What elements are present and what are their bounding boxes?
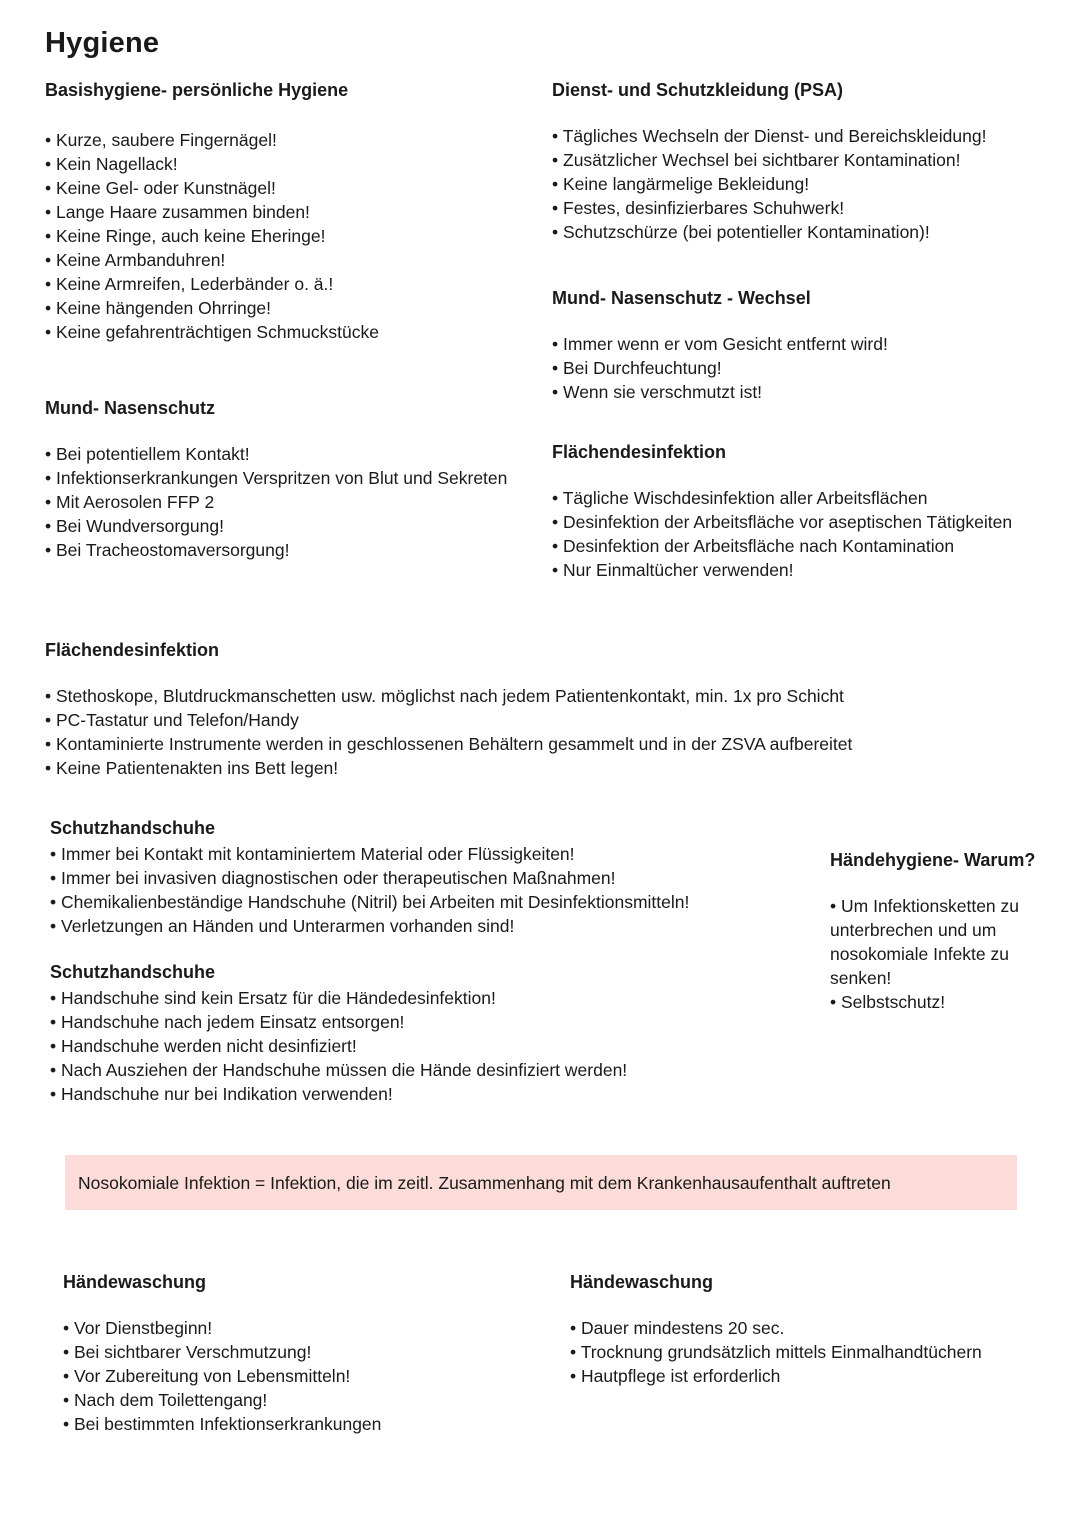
page-title: Hygiene: [45, 27, 160, 60]
section-heading: Schutzhandschuhe: [50, 818, 216, 838]
bullet-item: • Wenn sie verschmutzt ist!: [552, 380, 1072, 404]
bullet-item: • Tägliche Wischdesinfektion aller Arbeitsflächen: [552, 486, 1042, 510]
section-heading: Basishygiene- persönliche Hygiene: [45, 80, 349, 100]
bullet-item: • Keine langärmelige Bekleidung!: [552, 172, 1077, 196]
bullet-item: • Keine Gel- oder Kunstnägel!: [45, 176, 550, 200]
bullet-item: • Hautpflege ist erforderlich: [570, 1364, 1075, 1388]
bullet-item: • Desinfektion der Arbeitsfläche nach Kontamination: [552, 534, 1042, 558]
section-schutzhandschuhe-1: [50, 816, 840, 938]
bullet-list: [50, 986, 840, 1106]
bullet-item: • Dauer mindestens 20 sec.: [570, 1316, 1075, 1340]
bullet-item: • Immer bei Kontakt mit kontaminiertem Material oder Flüssigkeiten!: [50, 842, 840, 866]
bullet-item: • Handschuhe werden nicht desinfiziert!: [50, 1034, 840, 1058]
bullet-item: • Nach Ausziehen der Handschuhe müssen die Hände desinfiziert werden!: [50, 1058, 840, 1082]
section-dienst-schutzkleidung: [552, 78, 1077, 244]
bullet-item: • Trocknung grundsätzlich mittels Einmalhandtüchern: [570, 1340, 1075, 1364]
bullet-list: [45, 684, 1055, 780]
bullet-item: • Handschuhe nur bei Indikation verwenden!: [50, 1082, 840, 1106]
bullet-item: • Immer bei invasiven diagnostischen oder therapeutischen Maßnahmen!: [50, 866, 840, 890]
bullet-item: • Mit Aerosolen FFP 2: [45, 490, 545, 514]
bullet-item: • Festes, desinfizierbares Schuhwerk!: [552, 196, 1077, 220]
section-heading: Dienst- und Schutzkleidung (PSA): [552, 80, 843, 100]
bullet-item: • Chemikalienbeständige Handschuhe (Nitril) bei Arbeiten mit Desinfektionsmitteln!: [50, 890, 840, 914]
bullet-list: [50, 842, 840, 938]
bullet-item: • Nur Einmaltücher verwenden!: [552, 558, 1042, 582]
section-heading: Schutzhandschuhe: [50, 962, 216, 982]
bullet-item: • Stethoskope, Blutdruckmanschetten usw. möglichst nach jedem Patientenkontakt, min. 1x pro Schicht: [45, 684, 1055, 708]
bullet-item: • Handschuhe sind kein Ersatz für die Händedesinfektion!: [50, 986, 840, 1010]
bullet-item: • Vor Zubereitung von Lebensmitteln!: [63, 1364, 568, 1388]
section-flaechendesinfektion-rechts: [552, 440, 1042, 582]
bullet-item: • Um Infektionsketten zu unterbrechen und um nosokomiale Infekte zu senken!: [830, 894, 1042, 990]
section-flaechendesinfektion-breit: [45, 638, 1055, 780]
highlight-note: [65, 1155, 1017, 1210]
bullet-item: • Kurze, saubere Fingernägel!: [45, 128, 550, 152]
bullet-item: • Lange Haare zusammen binden!: [45, 200, 550, 224]
bullet-item: • Selbstschutz!: [830, 990, 1042, 1014]
bullet-item: • Verletzungen an Händen und Unterarmen vorhanden sind!: [50, 914, 840, 938]
section-mund-nasenschutz: [45, 396, 545, 562]
section-heading: Händehygiene- Warum?: [830, 850, 1036, 870]
bullet-item: • Handschuhe nach jedem Einsatz entsorgen!: [50, 1010, 840, 1034]
bullet-item: • Kein Nagellack!: [45, 152, 550, 176]
section-haendewaschung-links: [63, 1270, 568, 1436]
bullet-list: [552, 332, 1072, 404]
bullet-item: • Bei bestimmten Infektionserkrankungen: [63, 1412, 568, 1436]
bullet-item: • Desinfektion der Arbeitsfläche vor aseptischen Tätigkeiten: [552, 510, 1042, 534]
bullet-item: • Bei Durchfeuchtung!: [552, 356, 1072, 380]
bullet-item: • Infektionserkrankungen Verspritzen von Blut und Sekreten: [45, 466, 545, 490]
section-heading: Händewaschung: [570, 1272, 714, 1292]
bullet-list: [552, 124, 1077, 244]
section-schutzhandschuhe-2: [50, 960, 840, 1106]
bullet-item: • Keine Armreifen, Lederbänder o. ä.!: [45, 272, 550, 296]
bullet-item: • Immer wenn er vom Gesicht entfernt wird!: [552, 332, 1072, 356]
bullet-item: • Keine Armbanduhren!: [45, 248, 550, 272]
bullet-item: • Schutzschürze (bei potentieller Kontamination)!: [552, 220, 1077, 244]
bullet-list: [45, 442, 545, 562]
bullet-item: • Keine hängenden Ohrringe!: [45, 296, 550, 320]
bullet-item: • Keine Ringe, auch keine Eheringe!: [45, 224, 550, 248]
bullet-item: • Nach dem Toilettengang!: [63, 1388, 568, 1412]
section-heading: Flächendesinfektion: [552, 442, 727, 462]
section-heading: Händewaschung: [63, 1272, 207, 1292]
bullet-item: • Vor Dienstbeginn!: [63, 1316, 568, 1340]
bullet-item: • Keine gefahrenträchtigen Schmuckstücke: [45, 320, 550, 344]
bullet-item: • Keine Patientenakten ins Bett legen!: [45, 756, 1055, 780]
bullet-list: [552, 486, 1042, 582]
bullet-item: • Bei Tracheostomaversorgung!: [45, 538, 545, 562]
section-mund-nasenschutz-wechsel: [552, 286, 1072, 404]
bullet-list: [45, 128, 550, 344]
section-heading: Flächendesinfektion: [45, 640, 220, 660]
bullet-item: • PC-Tastatur und Telefon/Handy: [45, 708, 1055, 732]
bullet-item: • Bei potentiellem Kontakt!: [45, 442, 545, 466]
bullet-item: • Kontaminierte Instrumente werden in geschlossenen Behältern gesammelt und in der ZSVA aufbereitet: [45, 732, 1055, 756]
bullet-item: • Bei Wundversorgung!: [45, 514, 545, 538]
section-heading: Mund- Nasenschutz: [45, 398, 216, 418]
section-haendehygiene-warum: [830, 848, 1042, 1014]
bullet-item: • Bei sichtbarer Verschmutzung!: [63, 1340, 568, 1364]
section-haendewaschung-rechts: [570, 1270, 1075, 1388]
bullet-item: • Tägliches Wechseln der Dienst- und Bereichskleidung!: [552, 124, 1077, 148]
highlight-note-text: Nosokomiale Infektion = Infektion, die im zeitl. Zusammenhang mit dem Krankenhausaufenthalt auftreten: [78, 1172, 891, 1193]
bullet-list: [570, 1316, 1075, 1388]
bullet-list: [830, 894, 1042, 1014]
section-basishygiene: [45, 78, 550, 344]
bullet-item: • Zusätzlicher Wechsel bei sichtbarer Kontamination!: [552, 148, 1077, 172]
bullet-list: [63, 1316, 568, 1436]
section-heading: Mund- Nasenschutz - Wechsel: [552, 288, 811, 308]
